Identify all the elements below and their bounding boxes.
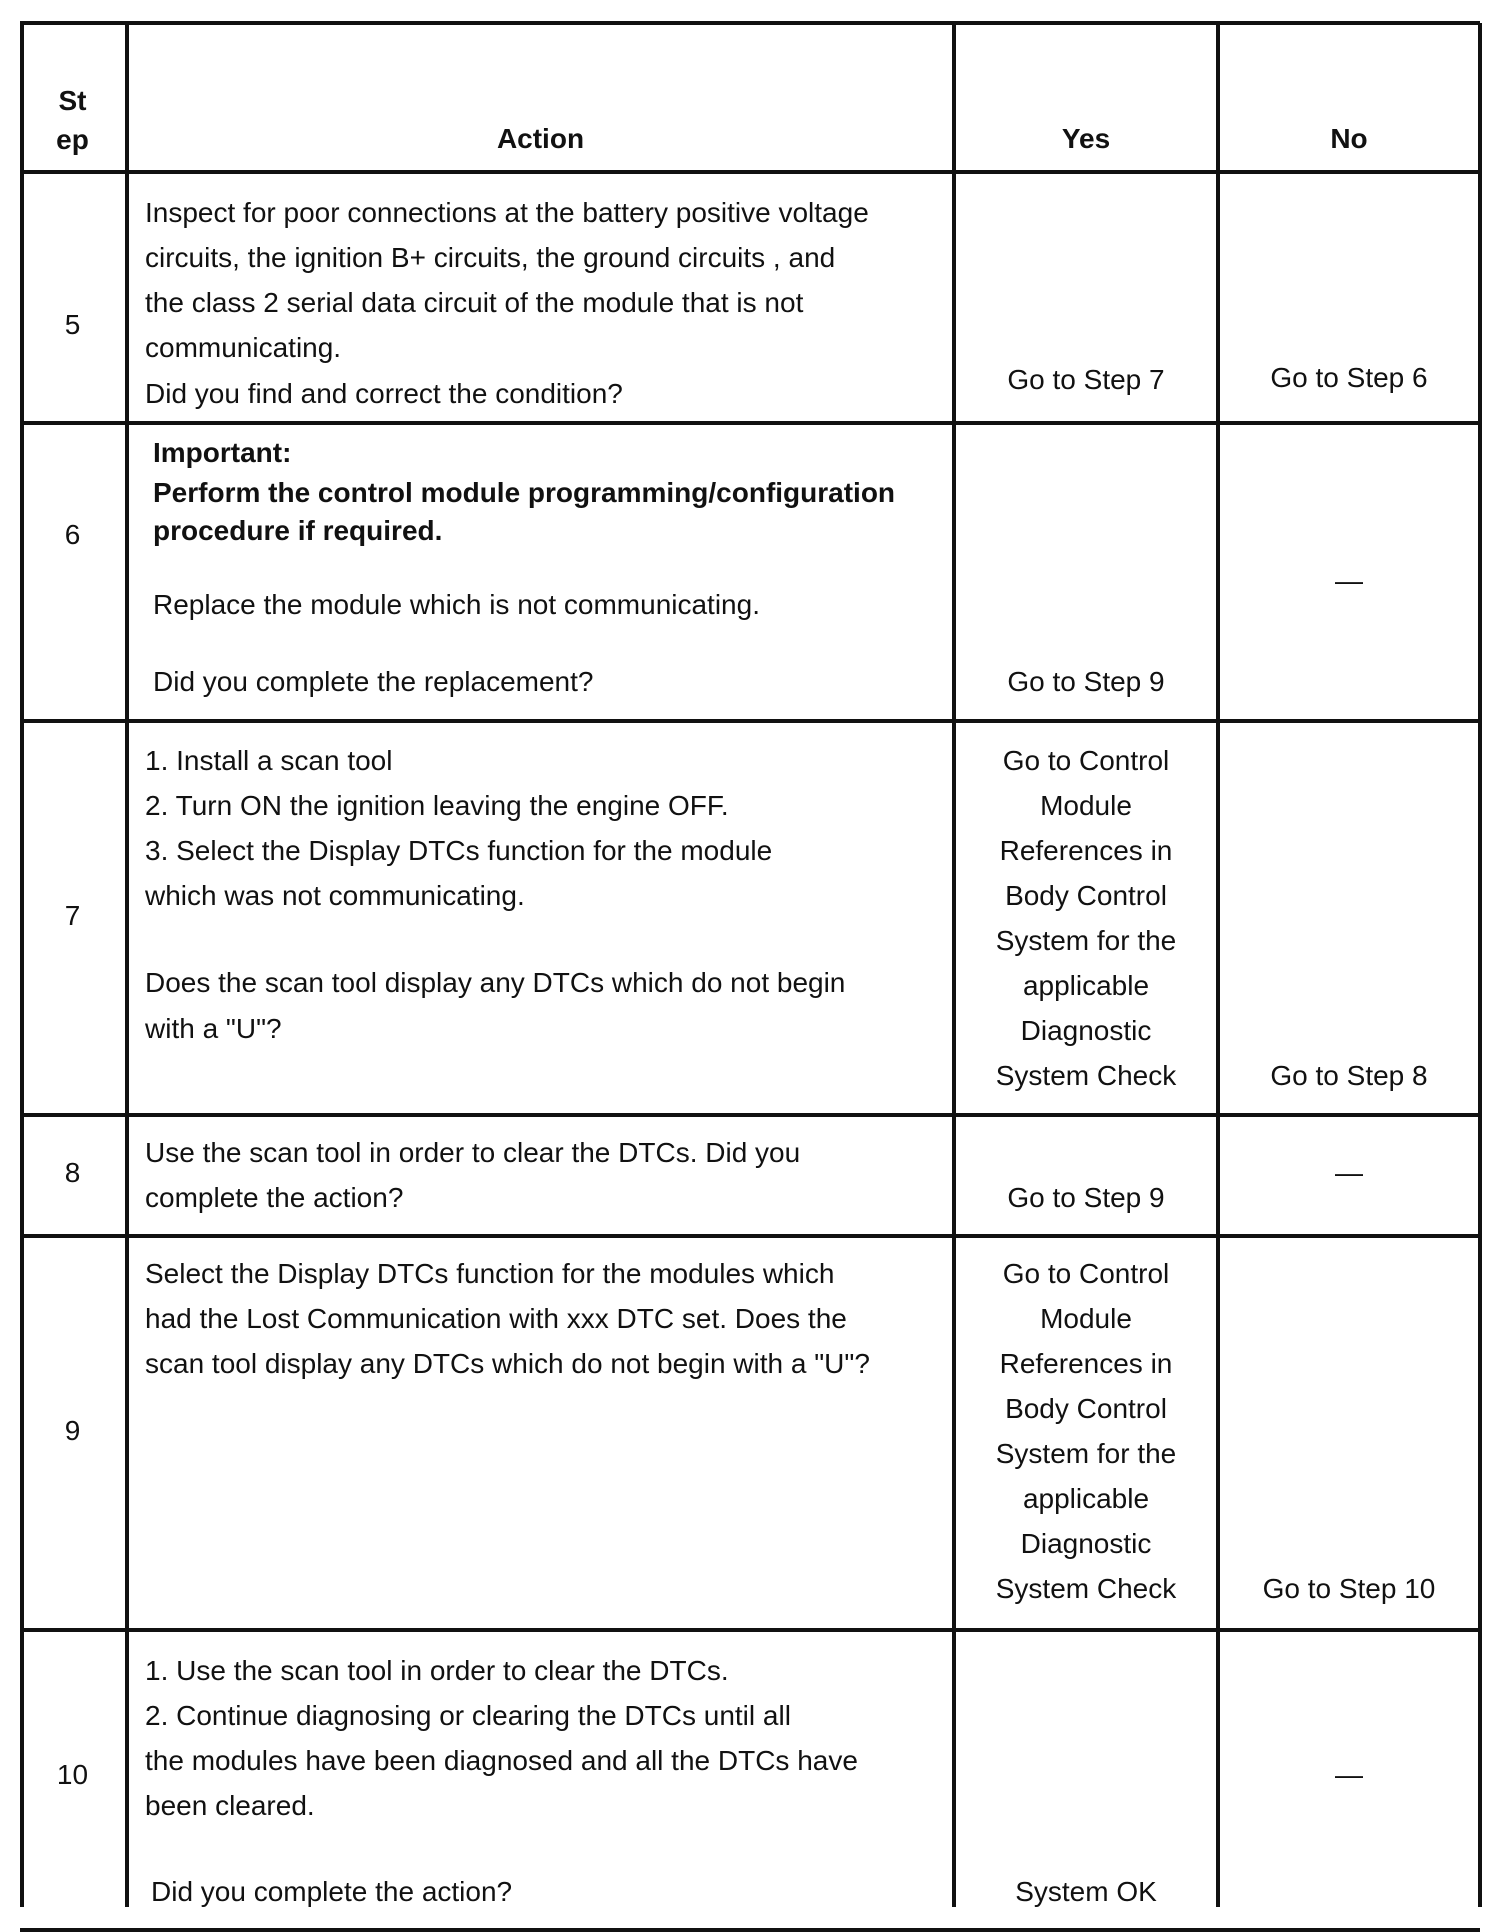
no-result: Go to Step 10 (1262, 1573, 1436, 1604)
action-line: Use the scan tool in order to clear the DTCs. Did you (145, 1137, 801, 1168)
action-line: communicating. (145, 332, 342, 363)
step-number: 6 (64, 519, 81, 550)
yes-result: Go to Step 9 (1007, 666, 1165, 697)
action-line: Select the Display DTCs function for the modules which (145, 1258, 835, 1289)
yes-result-line: References in (999, 835, 1173, 866)
yes-result-line: Diagnostic (1020, 1528, 1152, 1559)
yes-result-line: Go to Control (1002, 1258, 1170, 1289)
header-no: No (1330, 123, 1368, 154)
yes-result-line: System Check (995, 1573, 1177, 1604)
yes-result-line: References in (999, 1348, 1173, 1379)
action-line: 3. Select the Display DTCs function for the module (145, 835, 773, 866)
yes-result-line: Body Control (1005, 880, 1167, 911)
action-line: 2. Continue diagnosing or clearing the DTCs until all (145, 1700, 791, 1731)
yes-result-line: Diagnostic (1020, 1015, 1152, 1046)
action-line: 1. Use the scan tool in order to clear the DTCs. (145, 1655, 729, 1686)
action-line: Replace the module which is not communicating. (153, 589, 760, 620)
action-line: circuits, the ignition B+ circuits, the ground circuits , and (145, 242, 836, 273)
action-line: Did you complete the action? (151, 1876, 513, 1907)
step-number: 9 (64, 1415, 81, 1446)
yes-result-line: System for the (995, 1438, 1177, 1469)
action-line: complete the action? (145, 1182, 404, 1213)
yes-result-line: Body Control (1005, 1393, 1167, 1424)
yes-result-line: System for the (995, 925, 1177, 956)
no-result: — (1335, 1759, 1363, 1790)
action-line: Did you complete the replacement? (153, 666, 594, 697)
yes-result-line: Module (1040, 790, 1132, 821)
yes-result: System OK (1015, 1876, 1157, 1907)
no-result: — (1335, 565, 1363, 596)
step-number: 5 (64, 309, 81, 340)
action-line: which was not communicating. (145, 880, 525, 911)
action-line: the modules have been diagnosed and all the DTCs have (145, 1745, 858, 1776)
yes-result-line: Go to Control (1002, 745, 1170, 776)
action-line: 1. Install a scan tool (145, 745, 393, 776)
yes-result-line: applicable (1022, 970, 1150, 1001)
action-line: been cleared. (145, 1790, 315, 1821)
yes-result: Go to Step 9 (1007, 1182, 1165, 1213)
no-result: — (1335, 1157, 1363, 1188)
header-step-line1: St (58, 85, 87, 116)
yes-result-line: System Check (995, 1060, 1177, 1091)
action-line: with a "U"? (145, 1013, 282, 1044)
step-number: 10 (56, 1759, 89, 1790)
yes-result: Go to Step 7 (1007, 364, 1165, 395)
action-line: had the Lost Communication with xxx DTC set. Does the (145, 1303, 847, 1334)
important-note: Perform the control module programming/configuration (153, 477, 896, 508)
action-line: scan tool display any DTCs which do not begin with a "U"? (145, 1348, 870, 1379)
step-number: 8 (64, 1157, 81, 1188)
header-yes: Yes (1061, 123, 1111, 154)
important-note: procedure if required. (153, 515, 443, 546)
yes-result-line: Module (1040, 1303, 1132, 1334)
no-result: Go to Step 6 (1270, 362, 1428, 393)
action-line: Did you find and correct the condition? (145, 378, 623, 409)
action-line: the class 2 serial data circuit of the module that is not (145, 287, 804, 318)
header-step-line2: ep (56, 124, 89, 155)
yes-result-line: applicable (1022, 1483, 1150, 1514)
header-action: Action (496, 123, 585, 154)
step-number: 7 (64, 900, 81, 931)
no-result: Go to Step 8 (1270, 1060, 1428, 1091)
action-line: 2. Turn ON the ignition leaving the engine OFF. (145, 790, 729, 821)
action-line: Does the scan tool display any DTCs which do not begin (145, 967, 846, 998)
action-line: Inspect for poor connections at the battery positive voltage (145, 197, 869, 228)
important-heading: Important: (153, 437, 292, 468)
